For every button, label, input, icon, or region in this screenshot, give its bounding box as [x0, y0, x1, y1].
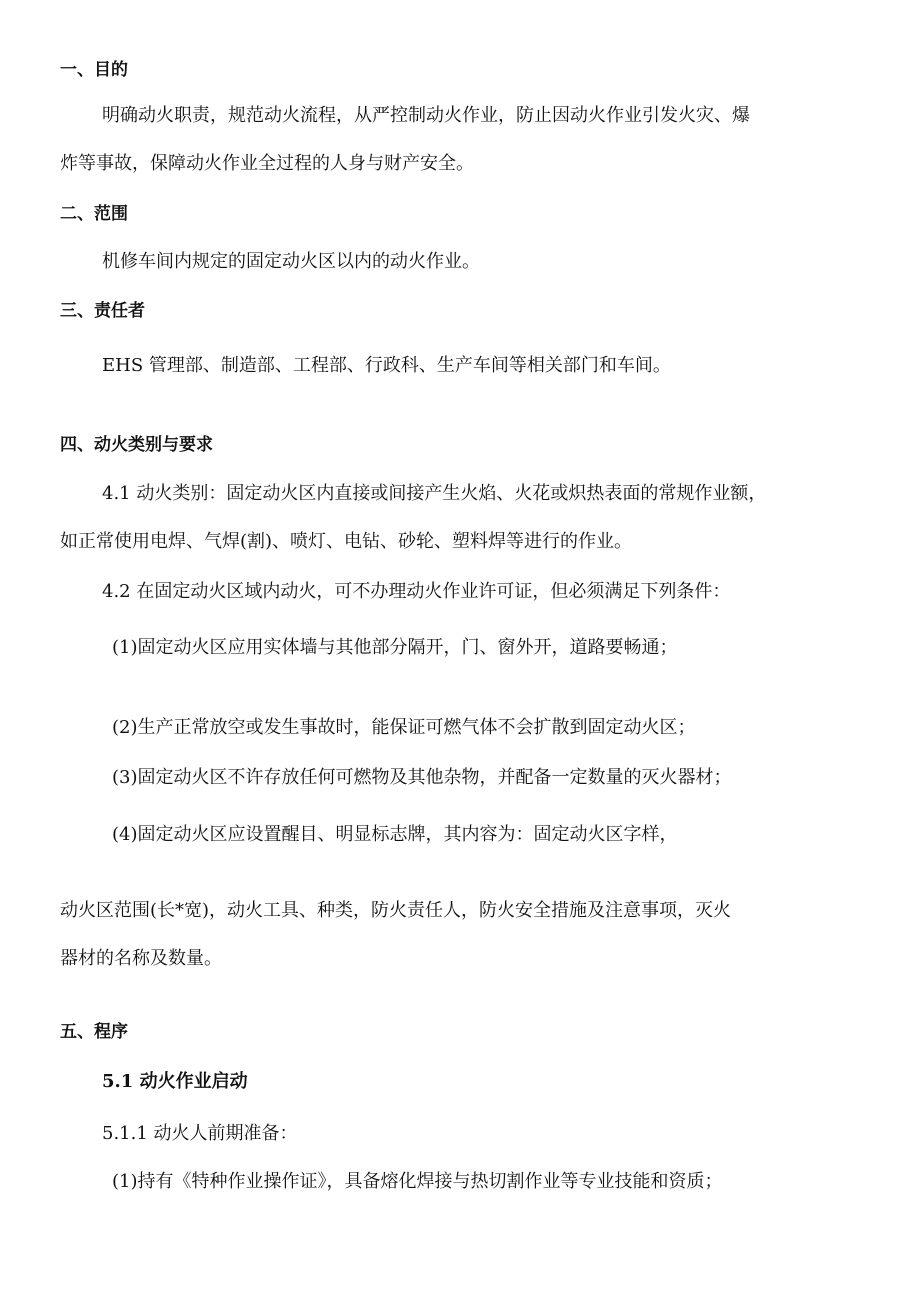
condition-item-4-continued-line-1: 动火区范围(长*宽)，动火工具、种类，防火责任人，防火安全措施及注意事项，灭火: [60, 900, 732, 921]
condition-item-4: (4)固定动火区应设置醒目、明显标志牌，其内容为：固定动火区字样，: [112, 824, 678, 845]
preparation-item-1: (1)持有《特种作业操作证》，具备熔化焊接与热切割作业等专业技能和资质；: [112, 1171, 723, 1192]
subsection-5-1-1: 5.1.1 动火人前期准备：: [102, 1123, 298, 1144]
responsible-paragraph: EHS 管理部、制造部、工程部、行政科、生产车间等相关部门和车间。: [102, 355, 671, 376]
clause-4-2: 4.2 在固定动火区域内动火，可不办理动火作业许可证，但必须满足下列条件：: [102, 581, 731, 602]
section-heading-purpose: 一、目的: [60, 60, 128, 80]
purpose-paragraph-line-1: 明确动火职责，规范动火流程，从严控制动火作业，防止因动火作业引发火灾、爆: [102, 105, 750, 126]
clause-4-1-line-1: 4.1 动火类别：固定动火区内直接或间接产生火焰、火花或炽热表面的常规作业额，: [102, 483, 767, 504]
condition-item-3: (3)固定动火区不许存放任何可燃物及其他杂物，并配备一定数量的灭火器材；: [112, 767, 732, 788]
section-heading-categories: 四、动火类别与要求: [60, 435, 213, 455]
purpose-paragraph-line-2: 炸等事故，保障动火作业全过程的人身与财产安全。: [60, 153, 474, 174]
section-heading-procedure: 五、程序: [60, 1022, 128, 1042]
condition-item-4-continued-line-2: 器材的名称及数量。: [60, 948, 222, 969]
section-heading-responsible: 三、责任者: [60, 301, 145, 321]
subsection-5-1: 5.1 动火作业启动: [102, 1071, 248, 1092]
condition-item-1: (1)固定动火区应用实体墙与其他部分隔开，门、窗外开，道路要畅通；: [112, 637, 678, 658]
condition-item-2: (2)生产正常放空或发生事故时，能保证可燃气体不会扩散到固定动火区；: [112, 717, 696, 738]
scope-paragraph: 机修车间内规定的固定动火区以内的动火作业。: [102, 251, 480, 272]
section-heading-scope: 二、范围: [60, 204, 128, 224]
clause-4-1-line-2: 如正常使用电焊、气焊(割)、喷灯、电钻、砂轮、塑料焊等进行的作业。: [60, 531, 633, 552]
